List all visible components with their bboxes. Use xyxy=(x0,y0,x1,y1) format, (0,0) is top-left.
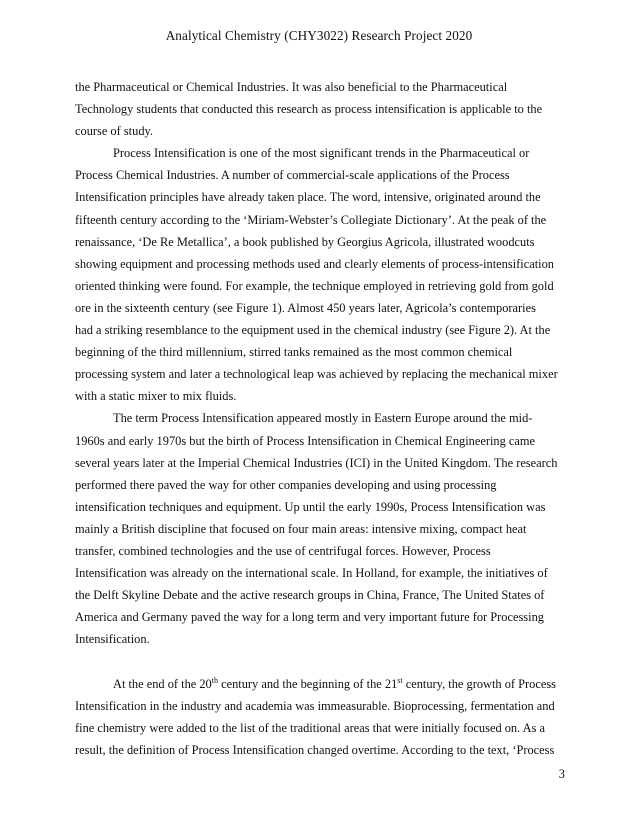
text-line: beginning of the third millennium, stirred tanks remained as the most common chemical xyxy=(75,345,513,360)
paragraph-1 xyxy=(75,76,565,142)
paragraph-3 xyxy=(75,407,565,650)
paragraph-2 xyxy=(75,142,565,407)
body-text xyxy=(75,76,565,761)
superscript: th xyxy=(211,675,218,685)
page-number: 3 xyxy=(558,767,565,781)
paragraph-4 xyxy=(75,673,565,761)
text-line: Intensification principles have already taken place. The word, intensive, originated around the xyxy=(75,190,541,205)
superscript: st xyxy=(397,675,403,685)
text-line: fine chemistry were added to the list of the traditional areas that were initially focused on. As a xyxy=(75,720,546,735)
text-line: performed there paved the way for other companies developing and using processing xyxy=(75,477,497,492)
text-line: course of study. xyxy=(75,124,153,139)
text-line: the Pharmaceutical or Chemical Industries. It was also beneficial to the Pharmaceutical xyxy=(75,80,508,94)
text-line: The term Process Intensification appeared mostly in Eastern Europe around the mid- xyxy=(113,411,533,426)
text-line: with a static mixer to mix fluids. xyxy=(75,389,237,404)
text-line: processing system and later a technological leap was achieved by replacing the mechanical mixer xyxy=(75,367,558,382)
text-run: century, the growth of Process xyxy=(402,676,556,691)
text-line: had a striking resemblance to the equipment used in the chemical industry (see Figure 2). At the xyxy=(75,323,551,338)
text-run: At the end of the 20 xyxy=(113,676,212,691)
text-line: Technology students that conducted this research as process intensification is applicable to the xyxy=(75,102,543,117)
text-line: ore in the sixteenth century (see Figure 1). Almost 450 years later, Agricola’s contemporaries xyxy=(75,300,536,315)
text-line: showing equipment and processing methods used and clearly elements of process-intensification xyxy=(75,256,554,271)
text-line: Process Intensification is one of the most significant trends in the Pharmaceutical or xyxy=(113,146,530,161)
text-line: Intensification. xyxy=(75,632,150,647)
text-line: Process Chemical Industries. A number of commercial-scale applications of the Process xyxy=(75,168,510,183)
text-line: Intensification was already on the international scale. In Holland, for example, the initiatives of xyxy=(75,566,548,581)
text-line: Intensification in the industry and academia was immeasurable. Bioprocessing, fermentation and xyxy=(75,698,555,713)
text-line: the Delft Skyline Debate and the active research groups in China, France, The United States of xyxy=(75,588,545,603)
text-line: America and Germany paved the way for a long term and very important future for Processing xyxy=(75,610,544,625)
text-run: century and the beginning of the 21 xyxy=(218,676,398,691)
text-line xyxy=(75,673,565,695)
text-line: transfer, combined technologies and the use of centrifugal forces. However, Process xyxy=(75,543,491,558)
text-line: result, the definition of Process Intensification changed overtime. According to the text, ‘Process xyxy=(75,742,555,757)
page-header: Analytical Chemistry (CHY3022) Research Project 2020 xyxy=(165,28,473,43)
text-line: several years later at the Imperial Chemical Industries (ICI) in the United Kingdom. The research xyxy=(75,455,558,470)
text-line: 1960s and early 1970s but the birth of Process Intensification in Chemical Engineering came xyxy=(75,433,536,448)
text-line: fifteenth century according to the ‘Miriam-Webster’s Collegiate Dictionary’. At the peak of the xyxy=(75,212,547,227)
text-line: oriented thinking were found. For example, the technique employed in retrieving gold from gold xyxy=(75,278,554,293)
text-line: intensification techniques and equipment. Up until the early 1990s, Process Intensification was xyxy=(75,499,546,514)
text-line: renaissance, ‘De Re Metallica’, a book published by Georgius Agricola, illustrated woodcuts xyxy=(75,234,535,249)
paragraph-gap xyxy=(75,650,565,672)
text-line: mainly a British discipline that focused on four main areas: intensive mixing, compact heat xyxy=(75,521,527,536)
